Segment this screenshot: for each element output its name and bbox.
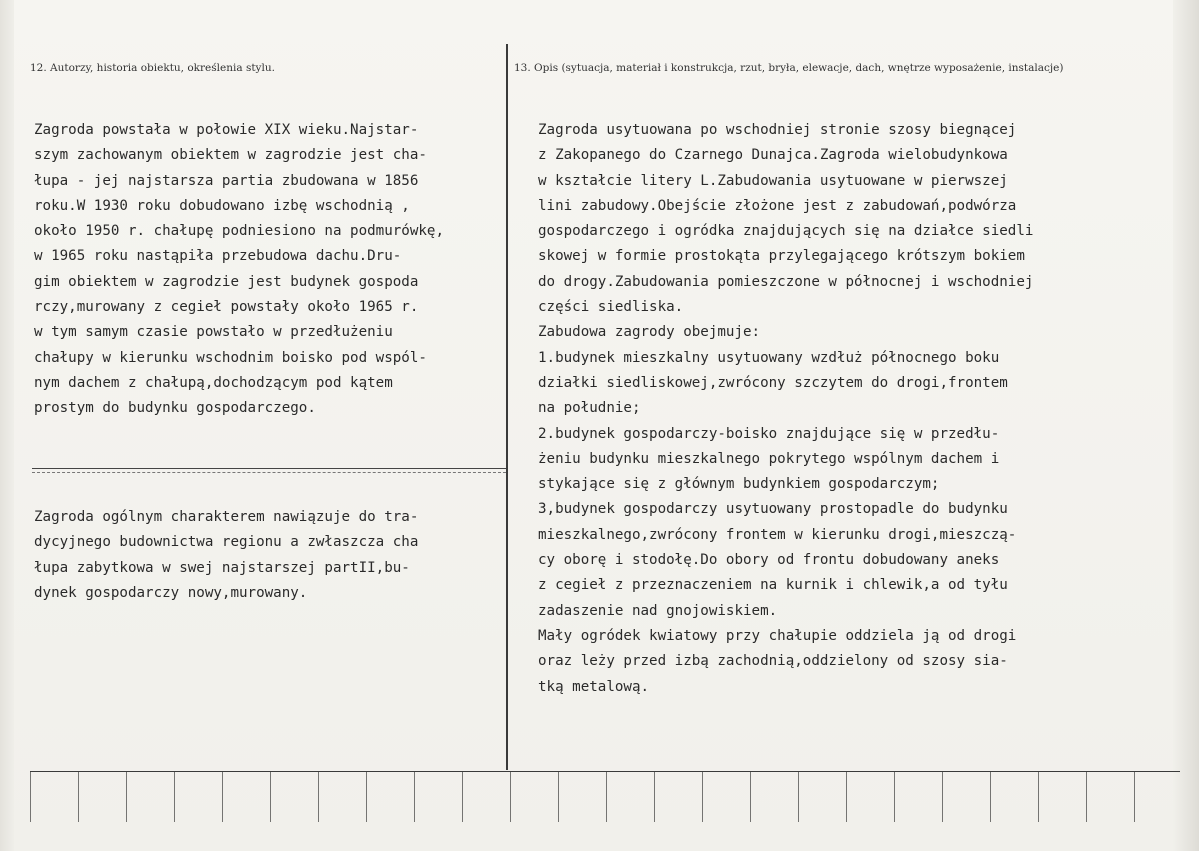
history-line: Zagroda powstała w połowie XIX wieku.Najstar- [34,122,419,138]
description-line: lini zabudowy.Obejście złożone jest z zabudowań,podwórza [538,197,1017,214]
description-line: oraz leży przed izbą zachodnią,oddzielony od szosy sia- [538,653,1008,670]
history-line: szym zachowanym obiektem w zagrodzie jest cha- [34,147,427,164]
description-line: 3,budynek gospodarczy usytuowany prostopadle do budynku [538,501,1008,518]
form-field-ticks [30,772,1180,822]
description-line: cy oborę i stodołę.Do obory od frontu dobudowany aneks [538,552,1000,569]
history-line: prostym do budynku gospodarczego. [34,400,316,417]
description-line: z Zakopanego do Czarnego Dunajca.Zagroda wielobudynkowa [538,147,1008,164]
history-line: w 1965 roku nastąpiła przebudowa dachu.Dru- [34,248,402,265]
section-13-header: 13. Opis (sytuacja, materiał i konstrukcja, rzut, bryła, elewacje, dach, wnętrze wyposażenie, instalacje) [514,62,1064,74]
description-line: 1.budynek mieszkalny usytuowany wzdłuż północnego boku [538,349,1000,366]
description-line: w kształcie litery L.Zabudowania usytuowane w pierwszej [538,172,1008,189]
description-line: 2.budynek gospodarczy-boisko znajdujące się w przedłu- [538,425,1000,442]
style-character-text [34,505,418,606]
description-line: mieszkalnego,zwrócony frontem w kierunku drogi,mieszczą- [538,526,1017,543]
history-line: rczy,murowany z cegieł powstały około 1965 r. [34,299,419,316]
description-line: działki siedliskowej,zwrócony szczytem do drogi,frontem [538,374,1008,391]
description-line: części siedliska. [538,299,684,316]
page-left-edge [0,0,14,851]
description-line: Mały ogródek kwiatowy przy chałupie oddziela ją od drogi [538,627,1017,644]
history-line: roku.W 1930 roku dobudowano izbę wschodnią , [34,197,410,214]
description-line: skowej w formie prostokąta przylegającego krótszym bokiem [538,248,1025,265]
history-text [34,118,444,422]
left-section-divider [32,468,506,469]
description-text [538,118,1033,700]
section-12-header: 12. Autorzy, historia obiektu, określenia stylu. [30,62,275,74]
character-line: łupa zabytkowa w swej najstarszej partII,bu- [34,559,410,576]
description-line: zadaszenie nad gnojowiskiem. [538,602,778,619]
character-line: dycyjnego budownictwa regionu a zwłaszcza cha [34,534,419,551]
description-line: gospodarczego i ogródka znajdujących się na działce siedli [538,223,1034,240]
character-line: Zagroda ogólnym charakterem nawiązuje do tra- [34,509,419,525]
left-section-divider-secondary [32,472,506,473]
history-line: gim obiektem w zagrodzie jest budynek gospoda [34,273,419,290]
description-line: żeniu budynku mieszkalnego pokrytego wspólnym dachem i [538,450,1000,467]
history-line: około 1950 r. chałupę podniesiono na podmurówkę, [34,223,444,240]
history-line: łupa - jej najstarsza partia zbudowana w 1856 [34,172,419,189]
history-line: w tym samym czasie powstało w przedłużeniu [34,324,393,341]
history-line: chałupy w kierunku wschodnim boisko pod wspól- [34,349,427,366]
description-line: Zabudowa zagrody obejmuje: [538,324,761,341]
description-line: na południe; [538,400,641,417]
description-line: stykające się z głównym budynkiem gospodarczym; [538,476,940,493]
page-right-shadow [1173,0,1199,851]
history-line: nym dachem z chałupą,dochodzącym pod kątem [34,374,393,391]
description-line: z cegieł z przeznaczeniem na kurnik i chlewik,a od tyłu [538,577,1008,594]
column-divider [506,44,508,770]
description-line: Zagroda usytuowana po wschodniej stronie szosy biegnącej [538,122,1017,138]
character-line: dynek gospodarczy nowy,murowany. [34,584,308,601]
description-line: do drogy.Zabudowania pomieszczone w północnej i wschodniej [538,273,1034,290]
description-line: tką metalową. [538,678,650,695]
